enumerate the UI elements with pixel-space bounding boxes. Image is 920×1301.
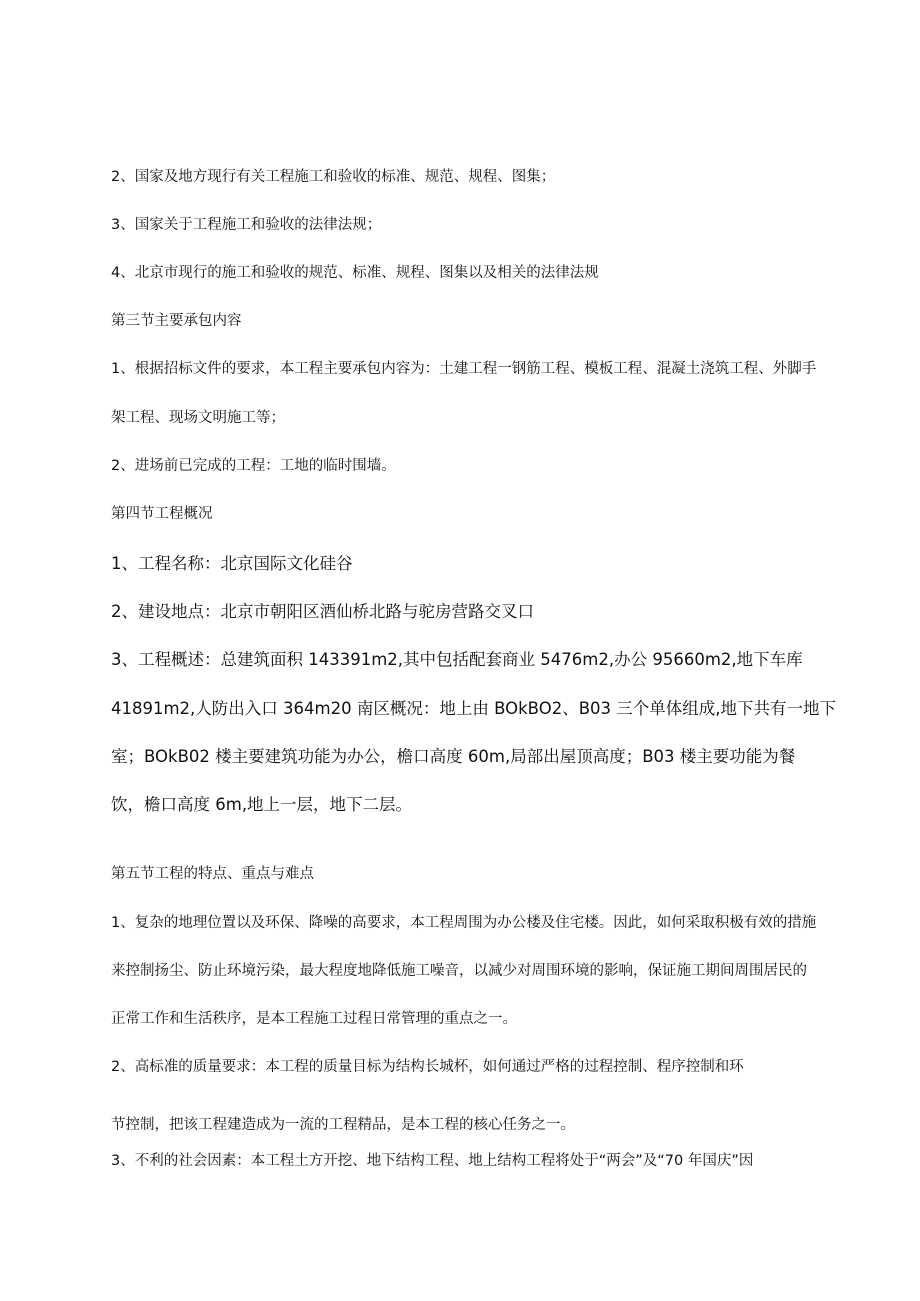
overview-summary-line-3: 室；BOkB02 楼主要建筑功能为办公，檐口高度 60m,局部出屋顶高度；B03 楼主要功能为餐 bbox=[111, 746, 796, 766]
feature-1-line-1: 1、复杂的地理位置以及环保、降噪的高要求，本工程周围为办公楼及住宅楼。因此，如何采取积极有效的措施 bbox=[111, 914, 817, 931]
overview-summary-line-4: 饮，檐口高度 6m,地上一层，地下二层。 bbox=[111, 794, 413, 814]
overview-summary-line-2: 41891m2,人防出入口 364m20 南区概况：地上由 BOkBO2、B03 三个单体组成,地下共有一地下 bbox=[111, 698, 836, 718]
scope-item-1-line-2: 架工程、现场文明施工等； bbox=[111, 409, 285, 426]
feature-2-line-1: 2、高标准的质量要求：本工程的质量目标为结构长城杯，如何通过严格的过程控制、程序控制和环 bbox=[111, 1058, 744, 1075]
section-heading-features: 第五节工程的特点、重点与难点 bbox=[111, 865, 314, 882]
overview-summary-line-1: 3、工程概述：总建筑面积 143391m2,其中包括配套商业 5476m2,办公 95660m2,地下车库 bbox=[111, 649, 803, 669]
scope-item-2: 2、进场前已完成的工程：工地的临时围墙。 bbox=[111, 457, 396, 474]
feature-2-line-2: 节控制，把该工程建造成为一流的工程精品，是本工程的核心任务之一。 bbox=[111, 1116, 575, 1133]
overview-project-name: 1、工程名称：北京国际文化硅谷 bbox=[111, 553, 353, 573]
section-heading-scope: 第三节主要承包内容 bbox=[111, 312, 242, 329]
reference-item-4: 4、北京市现行的施工和验收的规范、标准、规程、图集以及相关的法律法规 bbox=[111, 264, 599, 281]
scope-item-1-line-1: 1、根据招标文件的要求，本工程主要承包内容为：土建工程一钢筋工程、模板工程、混凝土浇筑工程、外脚手 bbox=[111, 360, 817, 377]
feature-1-line-2: 来控制扬尘、防止环境污染，最大程度地降低施工噪音，以减少对周围环境的影响，保证施工期间周围居民的 bbox=[111, 962, 807, 979]
overview-location: 2、建设地点：北京市朝阳区酒仙桥北路与驼房营路交叉口 bbox=[111, 601, 534, 621]
feature-3-line-1: 3、不利的社会因素：本工程土方开挖、地下结构工程、地上结构工程将处于“两会”及“70 年国庆”因 bbox=[111, 1152, 754, 1169]
reference-item-3: 3、国家关于工程施工和验收的法律法规； bbox=[111, 216, 382, 233]
reference-item-2: 2、国家及地方现行有关工程施工和验收的标准、规范、规程、图集； bbox=[111, 168, 556, 185]
feature-1-line-3: 正常工作和生活秩序，是本工程施工过程日常管理的重点之一。 bbox=[111, 1010, 517, 1027]
section-heading-overview: 第四节工程概况 bbox=[111, 505, 213, 522]
